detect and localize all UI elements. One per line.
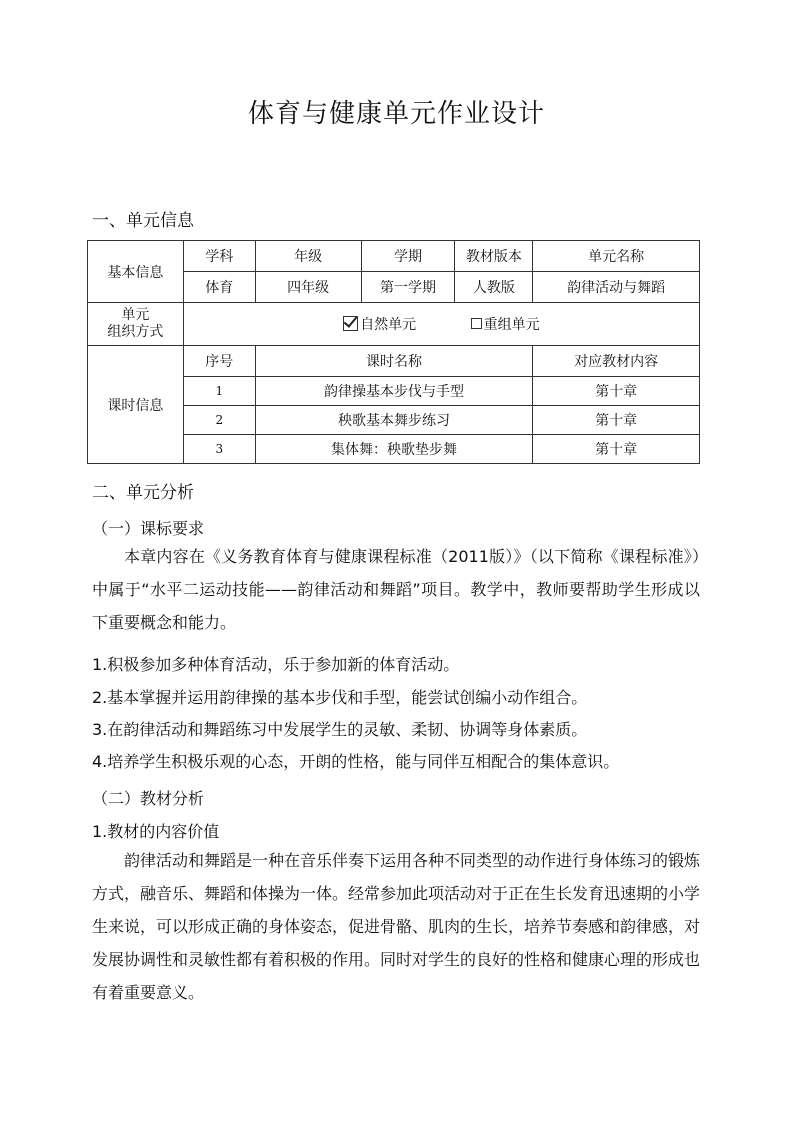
lesson-no: 2 bbox=[183, 406, 255, 435]
option-label: 重组单元 bbox=[483, 317, 540, 333]
lesson-info-label: 课时信息 bbox=[88, 346, 184, 464]
lesson-name: 集体舞：秧歌垫步舞 bbox=[255, 435, 533, 464]
checkbox-unchecked-icon[interactable] bbox=[471, 318, 482, 329]
subsection-heading-textbook: （二）教材分析 bbox=[92, 789, 205, 808]
subsection-heading-standards: （一）课标要求 bbox=[92, 519, 205, 538]
lesson-content: 第十章 bbox=[533, 377, 700, 406]
header-cell: 序号 bbox=[183, 346, 255, 377]
table-row bbox=[88, 241, 700, 272]
option-label: 自然单元 bbox=[360, 317, 417, 333]
lesson-name: 韵律操基本步伐与手型 bbox=[255, 377, 533, 406]
org-options bbox=[183, 303, 699, 346]
unit-info-table bbox=[87, 240, 700, 464]
org-label-line1: 单元 bbox=[121, 307, 150, 323]
table-row bbox=[88, 346, 700, 377]
lesson-name: 秧歌基本舞步练习 bbox=[255, 406, 533, 435]
header-cell: 单元名称 bbox=[533, 241, 700, 272]
header-cell: 学科 bbox=[183, 241, 255, 272]
option-natural-unit[interactable] bbox=[343, 314, 416, 334]
table-row bbox=[88, 303, 700, 346]
option-regroup-unit[interactable] bbox=[471, 314, 540, 334]
value-cell: 体育 bbox=[183, 272, 255, 303]
paragraph-standards: 本章内容在《义务教育体育与健康课程标准（2011版）》（以下简称《课程标准》）中属于“水平二运动技能——韵律活动和舞蹈”项目。教学中，教师要帮助学生形成以下重要概念和能力。 bbox=[92, 547, 700, 632]
basic-info-label: 基本信息 bbox=[88, 241, 184, 303]
section-heading-unit-info: 一、单元信息 bbox=[92, 211, 194, 231]
list-item: 4.培养学生积极乐观的心态，开朗的性格，能与同伴互相配合的集体意识。 bbox=[92, 752, 620, 771]
lesson-content: 第十章 bbox=[533, 406, 700, 435]
org-label-line2: 组织方式 bbox=[107, 324, 164, 340]
lesson-no: 3 bbox=[183, 435, 255, 464]
paragraph-textbook: 韵律活动和舞蹈是一种在音乐伴奏下运用各种不同类型的动作进行身体练习的锻炼方式，融音乐、舞蹈和体操为一体。经常参加此项活动对于正在生长发育迅速期的小学生来说，可以形成正确的身体姿态，促进骨骼、肌肉的生长，培养节奏感和韵律感，对发展协调性和灵敏性都有着积极的作用。同时对学生的良好的性格和健康心理的形成也有着重要意义。 bbox=[92, 851, 701, 1002]
header-cell: 对应教材内容 bbox=[533, 346, 700, 377]
org-label bbox=[88, 303, 184, 346]
list-item: 1.积极参加多种体育活动，乐于参加新的体育活动。 bbox=[92, 655, 460, 674]
checkbox-checked-icon[interactable] bbox=[343, 316, 358, 331]
header-cell: 教材版本 bbox=[455, 241, 533, 272]
header-cell: 年级 bbox=[255, 241, 361, 272]
list-item: 2.基本掌握并运用韵律操的基本步伐和手型，能尝试创编小动作组合。 bbox=[92, 688, 588, 707]
lesson-no: 1 bbox=[183, 377, 255, 406]
lesson-content: 第十章 bbox=[533, 435, 700, 464]
value-cell: 第一学期 bbox=[361, 272, 455, 303]
value-cell: 韵律活动与舞蹈 bbox=[533, 272, 700, 303]
header-cell: 课时名称 bbox=[255, 346, 533, 377]
value-cell: 人教版 bbox=[455, 272, 533, 303]
page-title: 体育与健康单元作业设计 bbox=[247, 99, 545, 129]
header-cell: 学期 bbox=[361, 241, 455, 272]
value-cell: 四年级 bbox=[255, 272, 361, 303]
subsection-heading-content-value: 1.教材的内容价值 bbox=[92, 822, 220, 841]
list-item: 3.在韵律活动和舞蹈练习中发展学生的灵敏、柔韧、协调等身体素质。 bbox=[92, 720, 588, 739]
section-heading-unit-analysis: 二、单元分析 bbox=[92, 483, 194, 503]
